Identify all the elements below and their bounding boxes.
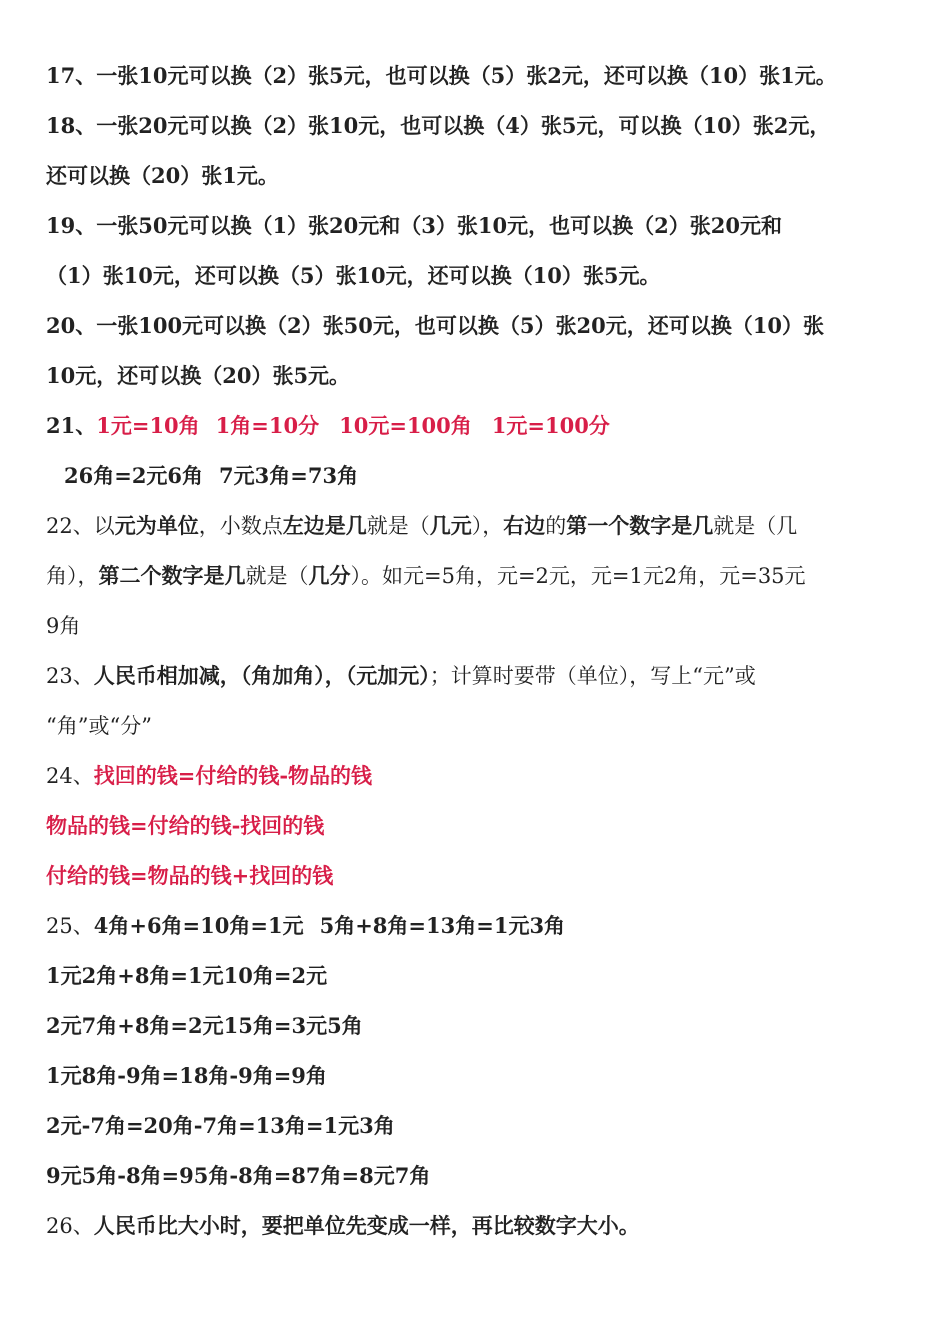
item-24-number: 24、 bbox=[46, 764, 94, 788]
item-23-line-2: “角”或“分” bbox=[46, 714, 152, 738]
item-23-emphasis: 人民币相加减，（角加角），（元加元） bbox=[93, 663, 430, 688]
item-22-emphasis: 左边是几 bbox=[282, 513, 367, 538]
item-21-equation: 1元=100分 bbox=[491, 413, 610, 438]
item-25-equation: 2元-7角=20角-7角=13角=1元3角 bbox=[46, 1113, 395, 1138]
item-21-equation: 1元=10角 bbox=[96, 413, 200, 438]
item-22-emphasis: 第一个数字是几 bbox=[566, 513, 714, 538]
item-24-formula: 付给的钱=物品的钱+找回的钱 bbox=[46, 863, 334, 888]
item-25-equation: 2元7角+8角=2元15角=3元5角 bbox=[46, 1013, 363, 1038]
item-22-line-1 bbox=[46, 511, 797, 541]
item-25-line-1 bbox=[46, 911, 565, 941]
item-18-line-1: 18、一张20元可以换（2）张10元，也可以换（4）张5元，可以换（10）张2元， bbox=[46, 113, 831, 138]
item-21-equation: 1角=10分 bbox=[215, 413, 320, 438]
item-22-text: ）。如元=5角，元=2元，元=1元2角，元=35元 bbox=[350, 564, 806, 588]
item-23-line-1 bbox=[46, 661, 756, 691]
item-25-equation: 1元8角-9角=18角-9角=9角 bbox=[46, 1063, 327, 1088]
item-19-line-1: 19、一张50元可以换（1）张20元和（3）张10元，也可以换（2）张20元和 bbox=[46, 213, 782, 238]
item-25-equation: 9元5角-8角=95角-8角=87角=8元7角 bbox=[46, 1163, 431, 1188]
item-25-equation: 5角+8角=13角=1元3角 bbox=[319, 913, 566, 938]
item-22-text: 以 bbox=[93, 514, 115, 538]
item-25-number: 25、 bbox=[46, 914, 94, 938]
item-24-formula: 物品的钱=付给的钱-找回的钱 bbox=[46, 813, 325, 838]
item-21-equation: 10元=100角 bbox=[339, 413, 472, 438]
item-21-number: 21、 bbox=[46, 413, 97, 438]
item-21-line-2 bbox=[64, 461, 358, 491]
item-26-text: 人民币比大小时，要把单位先变成一样，再比较数字大小。 bbox=[93, 1213, 640, 1238]
item-22-text: 角）， bbox=[46, 564, 99, 588]
item-20-line-2: 10元，还可以换（20）张5元。 bbox=[46, 363, 351, 388]
item-24-line-1 bbox=[46, 761, 372, 791]
item-21-equation: 7元3角=73角 bbox=[219, 463, 359, 488]
item-17: 17、一张10元可以换（2）张5元，也可以换（5）张2元，还可以换（10）张1元。 bbox=[46, 63, 837, 88]
item-23-text: ；计算时要带（单位），写上“元”或 bbox=[429, 664, 756, 688]
item-18-line-2: 还可以换（20）张1元。 bbox=[46, 163, 279, 188]
item-22-emphasis: 元为单位 bbox=[114, 513, 199, 538]
item-22-text: 的 bbox=[545, 514, 567, 538]
item-23-number: 23、 bbox=[46, 664, 94, 688]
item-22-text: ，小数点 bbox=[198, 514, 283, 538]
item-22-emphasis: 几分 bbox=[308, 563, 351, 588]
item-22-text: 就是（ bbox=[245, 564, 309, 588]
item-22-text: 就是（ bbox=[366, 514, 430, 538]
item-22-line-2 bbox=[46, 561, 806, 591]
item-22-emphasis: 右边 bbox=[503, 513, 546, 538]
item-22-emphasis: 几元 bbox=[429, 513, 472, 538]
item-25-equation: 4角+6角=10角=1元 bbox=[93, 913, 304, 938]
item-22-number: 22、 bbox=[46, 514, 94, 538]
item-22-line-3: 9角 bbox=[46, 614, 81, 638]
item-26 bbox=[46, 1211, 640, 1241]
item-19-line-2: （1）张10元，还可以换（5）张10元，还可以换（10）张5元。 bbox=[46, 263, 661, 288]
item-22-text: 就是（几 bbox=[713, 514, 798, 538]
item-21-equation: 26角=2元6角 bbox=[64, 463, 204, 488]
item-25-equation: 1元2角+8角=1元10角=2元 bbox=[46, 963, 328, 988]
item-22-text: ）， bbox=[471, 514, 504, 538]
item-24-formula: 找回的钱=付给的钱-物品的钱 bbox=[93, 763, 373, 788]
item-21-line-1 bbox=[46, 411, 610, 441]
item-22-emphasis: 第二个数字是几 bbox=[98, 563, 246, 588]
item-26-number: 26、 bbox=[46, 1214, 94, 1238]
item-20-line-1: 20、一张100元可以换（2）张50元，也可以换（5）张20元，还可以换（10）张 bbox=[46, 313, 824, 338]
